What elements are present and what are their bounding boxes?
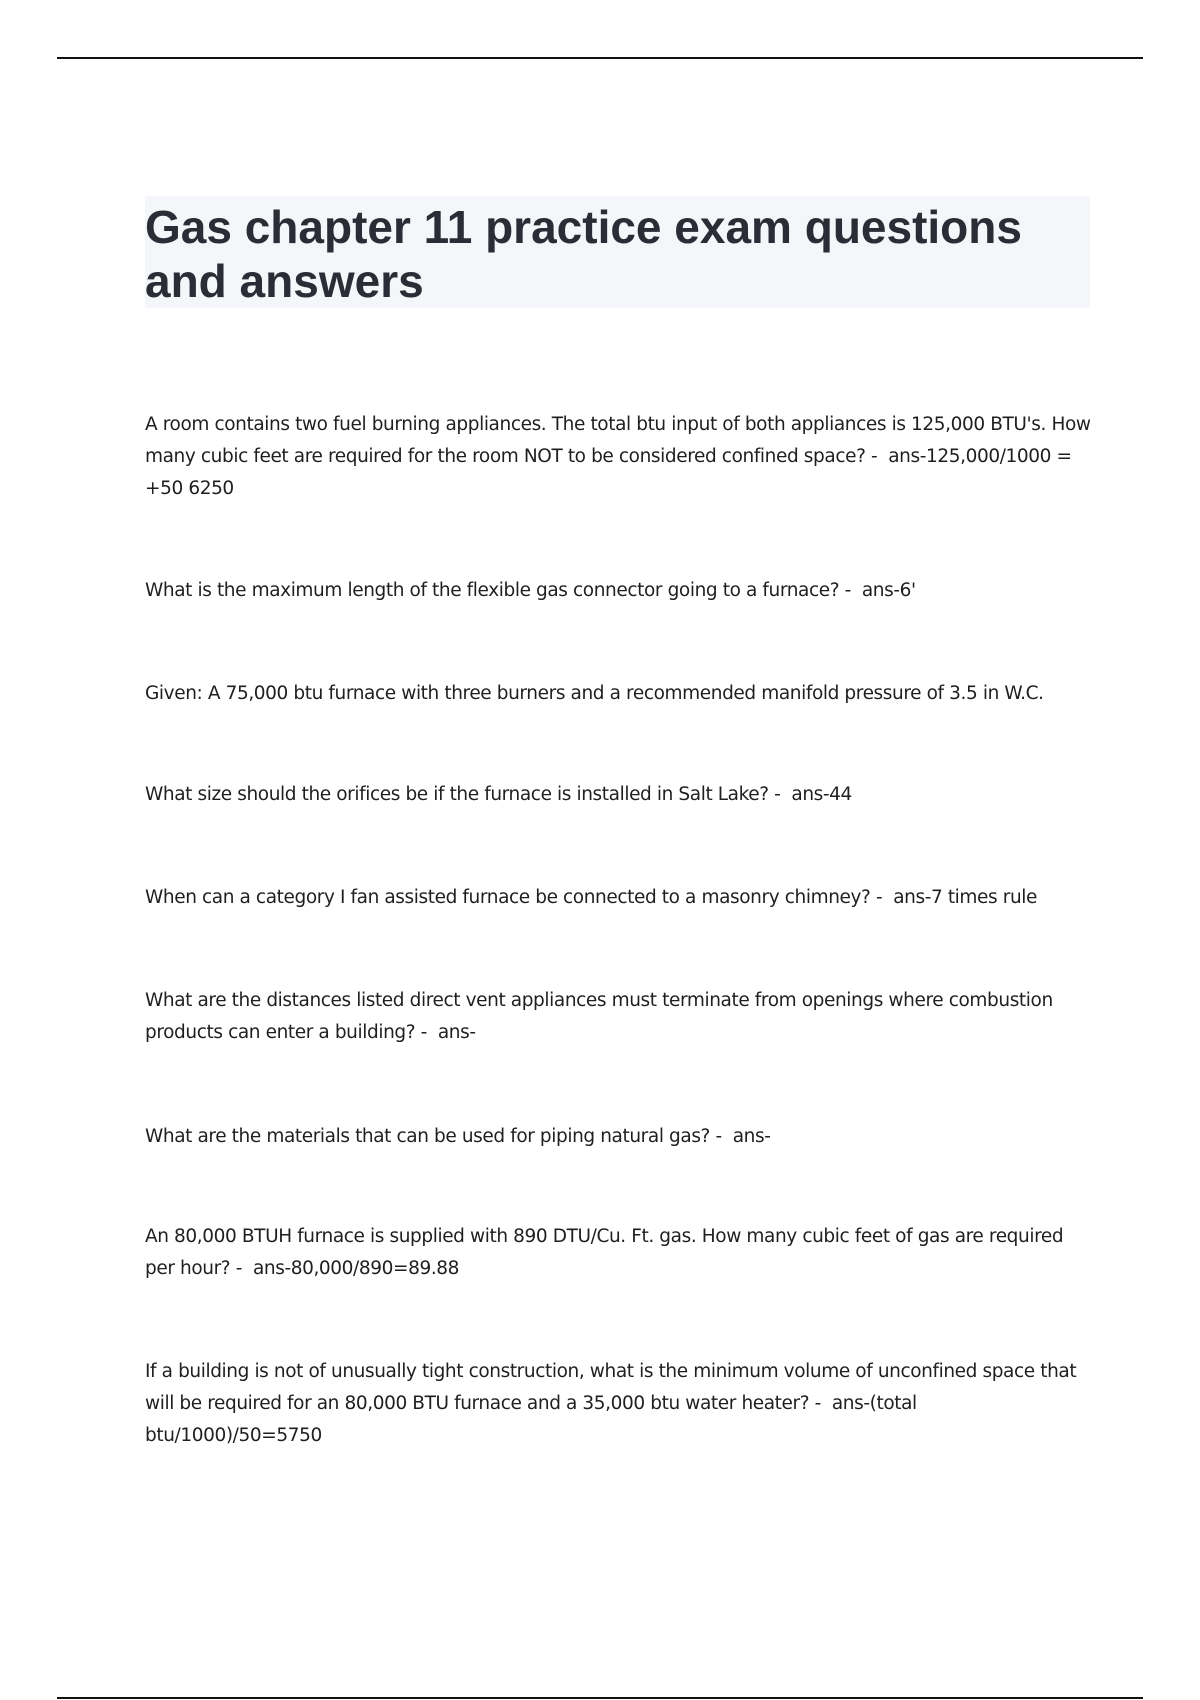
- qa-item-9: [145, 1356, 1095, 1452]
- top-rule: [57, 57, 1143, 59]
- document-title: Gas chapter 11 practice exam questions and answers: [145, 201, 1022, 307]
- qa-item-7: [145, 1121, 1095, 1153]
- separator: -: [809, 1393, 832, 1414]
- answer-text: ans-125,000/1000 = +50 6250: [145, 446, 1072, 499]
- answer-text: ans-44: [791, 784, 852, 805]
- separator: -: [709, 1126, 733, 1147]
- qa-item-8: [145, 1221, 1095, 1285]
- qa-item-4: [145, 779, 1095, 811]
- question-text: An 80,000 BTUH furnace is supplied with 890 DTU/Cu. Ft. gas. How many cubic feet of gas are required per hour?: [145, 1226, 1064, 1279]
- question-text: What are the materials that can be used for piping natural gas?: [145, 1126, 710, 1147]
- qa-item-1: [145, 409, 1095, 505]
- qa-item-6: [145, 985, 1095, 1049]
- answer-text: ans-(total btu/1000)/50=5750: [145, 1393, 917, 1446]
- qa-item-3: [145, 678, 1095, 710]
- title-box: [145, 196, 1090, 308]
- separator: -: [870, 887, 894, 908]
- answer-text: ans-: [437, 1022, 476, 1043]
- question-text: A room contains two fuel burning appliances. The total btu input of both appliances is 125,000 BTU's. How many cubic feet are required for the room NOT to be considered confined space?: [145, 414, 1091, 467]
- question-text: What are the distances listed direct vent appliances must terminate from openings where combustion products can enter a building?: [145, 990, 1053, 1043]
- separator: -: [230, 1258, 253, 1279]
- answer-text: ans-6': [861, 580, 916, 601]
- separator: -: [415, 1022, 438, 1043]
- separator: -: [768, 784, 792, 805]
- answer-text: ans-80,000/890=89.88: [252, 1258, 460, 1279]
- question-text: If a building is not of unusually tight construction, what is the minimum volume of unconfined space that will be required for an 80,000 BTU furnace and a 35,000 btu water heater?: [145, 1361, 1077, 1414]
- question-text: Given: A 75,000 btu furnace with three burners and a recommended manifold pressure of 3.5 in W.C.: [145, 683, 1044, 704]
- answer-text: ans-: [732, 1126, 771, 1147]
- answer-text: ans-7 times rule: [893, 887, 1037, 908]
- separator: -: [839, 580, 862, 601]
- qa-item-2: [145, 575, 1095, 607]
- question-text: When can a category I fan assisted furnace be connected to a masonry chimney?: [145, 887, 871, 908]
- bottom-rule: [57, 1697, 1143, 1699]
- question-text: What size should the orifices be if the furnace is installed in Salt Lake?: [145, 784, 769, 805]
- separator: -: [865, 446, 889, 467]
- question-text: What is the maximum length of the flexible gas connector going to a furnace?: [145, 580, 840, 601]
- qa-item-5: [145, 882, 1095, 914]
